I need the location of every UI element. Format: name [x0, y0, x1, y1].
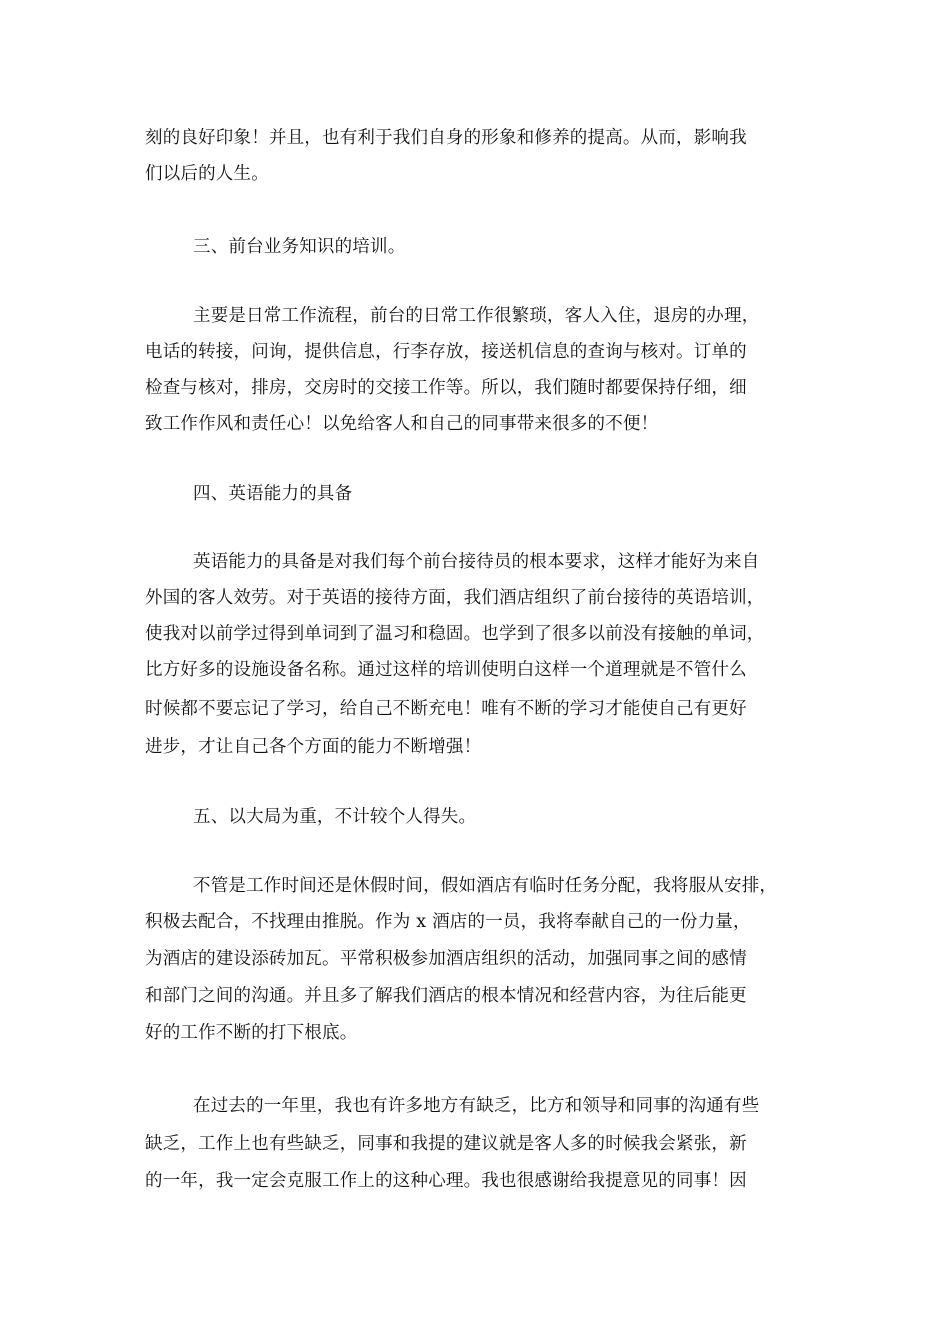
text-line: 在过去的一年里，我也有许多地方有缺乏，比方和领导和同事的沟通有些	[193, 1096, 760, 1116]
text-line: 的一年，我一定会克服工作上的这种心理。我也很感谢给我提意见的同事！因	[145, 1171, 747, 1191]
section-heading-4: 四、英语能力的具备	[193, 484, 353, 504]
text-line: 比方好多的设施设备名称。通过这样的培训使明白这样一个道理就是不管什么	[145, 660, 747, 680]
section-heading-3: 三、前台业务知识的培训。	[193, 237, 406, 257]
section-heading-5: 五、以大局为重，不计较个人得失。	[193, 807, 477, 827]
text-line: 为酒店的建设添砖加瓦。平常积极参加酒店组织的活动，加强同事之间的感情	[145, 949, 747, 969]
text-line: 好的工作不断的打下根底。	[145, 1023, 358, 1043]
text-line: 电话的转接，问询，提供信息，行李存放，接送机信息的查询与核对。订单的	[145, 342, 747, 362]
text-line: 检查与核对，排房，交房时的交接工作等。所以，我们随时都要保持仔细，细	[145, 378, 747, 398]
text-line: 使我对以前学过得到单词到了温习和稳固。也学到了很多以前没有接触的单词，	[145, 624, 765, 644]
text-line: 刻的良好印象！并且，也有利于我们自身的形象和修养的提高。从而，影响我	[145, 128, 747, 148]
text-line: 致工作作风和责任心！以免给客人和自己的同事带来很多的不便！	[145, 414, 659, 434]
text-line: 进步，才让自己各个方面的能力不断增强！	[145, 737, 482, 757]
text-line: 和部门之间的沟通。并且多了解我们酒店的根本情况和经营内容，为往后能更	[145, 986, 747, 1006]
text-line: 英语能力的具备是对我们每个前台接待员的根本要求，这样才能好为来自	[193, 552, 760, 572]
text-line: 缺乏，工作上也有些缺乏，同事和我提的建议就是客人多的时候我会紧张，新	[145, 1134, 747, 1154]
text-line: 时候都不要忘记了学习，给自己不断充电！唯有不断的学习才能使自己有更好	[145, 699, 747, 719]
text-line: 主要是日常工作流程，前台的日常工作很繁琐，客人入住，退房的办理，	[193, 306, 760, 326]
text-line: 们以后的人生。	[145, 164, 269, 184]
text-line: 外国的客人效劳。对于英语的接待方面，我们酒店组织了前台接待的英语培训，	[145, 588, 765, 608]
text-line: 不管是工作时间还是休假时间，假如酒店有临时任务分配，我将服从安排，	[193, 876, 778, 896]
text-line: 积极去配合，不找理由推脱。作为 x 酒店的一员，我将奉献自己的一份力量，	[145, 912, 751, 932]
